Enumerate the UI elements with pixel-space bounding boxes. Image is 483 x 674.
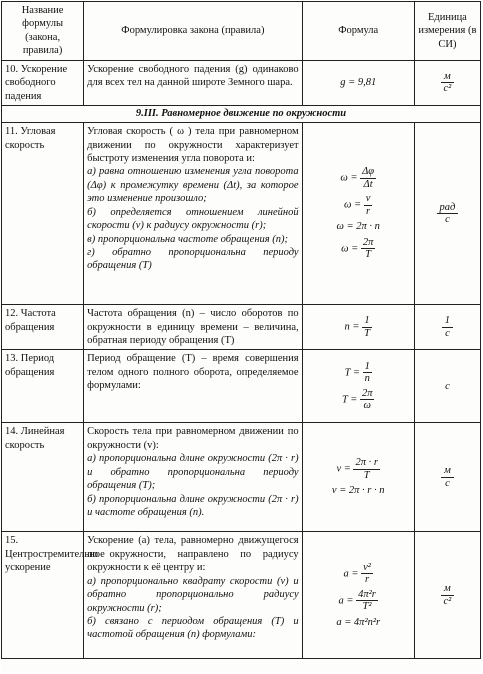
row-description: Частота обращения (n) – число оборотов по окружности в единицу времени – величина, обратная периоду обращения (T) bbox=[84, 305, 302, 350]
row-name: 11. Угловая скорость bbox=[2, 123, 84, 305]
row-formula bbox=[302, 60, 414, 105]
desc-item-a: а) пропорционально квадрату скорости (v) и обратно пропорционально радиусу окружности (r); bbox=[87, 575, 299, 614]
formula-line: v = $\frac{2\pi \cdot r}{T}$ bbox=[336, 457, 378, 481]
header-formula: Формула bbox=[302, 2, 414, 61]
formula-line: ω = $\frac{\Delta\varphi}{\Delta t}$ bbox=[340, 166, 375, 190]
header-unit: Единица измерения (в СИ) bbox=[414, 2, 480, 61]
unit-fraction: $\frac{1}{c}$ bbox=[442, 315, 453, 339]
desc-item-b: б) определяется отношением линейной скорости (v) к радиусу окружности (r); bbox=[87, 206, 299, 232]
row-unit bbox=[414, 60, 480, 105]
section-title: 9.III. Равномерное движение по окружности bbox=[2, 106, 481, 123]
table-row bbox=[2, 423, 481, 532]
row-description: Период обращение (T) – время совершения телом одного полного оборота, определяемое формулами: bbox=[84, 350, 302, 423]
row-description bbox=[84, 123, 302, 305]
desc-item-a: а) пропорциональна длине окружности (2π · r) и обратно пропорциональна периоду обращения (T); bbox=[87, 453, 299, 492]
header-row bbox=[2, 2, 481, 61]
formula-text: g = 9,81 bbox=[340, 77, 377, 89]
header-formulation: Формулировка закона (правила) bbox=[84, 2, 302, 61]
table-row bbox=[2, 60, 481, 105]
formula-line: v = 2π · r · n bbox=[331, 485, 385, 497]
table-row bbox=[2, 123, 481, 305]
formula-line: T = $\frac{1}{n}$ bbox=[344, 360, 370, 385]
desc-item-b: б) пропорциональна длине окружности (2π · r) и частоте обращения (n). bbox=[87, 493, 299, 518]
table-row bbox=[2, 305, 481, 350]
formula-line: a = $\frac{\text{4π²r}}{\text{T²}}$ bbox=[338, 588, 376, 613]
formula-line: ω = $\frac{2\pi}{T}$ bbox=[341, 236, 374, 261]
row-name: 12. Частота обращения bbox=[2, 305, 84, 350]
row-name: 14. Линейная скорость bbox=[2, 423, 84, 532]
row-unit bbox=[414, 305, 480, 350]
section-row bbox=[2, 106, 481, 123]
row-unit bbox=[414, 532, 480, 659]
desc-intro: Ускорение (a) тела, равномерно движущегося по окружности, направлено по радиусу окружности к её центру и: bbox=[87, 535, 299, 574]
desc-item-d: г) обратно пропорциональна периоду обращения (T) bbox=[87, 247, 299, 272]
row-name: 13. Период обращения bbox=[2, 350, 84, 423]
desc-intro: Скорость тела при равномерном движении по окружности (v): bbox=[87, 426, 299, 451]
header-name: Название формулы (закона, правила) bbox=[2, 2, 84, 61]
row-unit bbox=[414, 423, 480, 532]
row-formula bbox=[302, 423, 414, 532]
formula-line: a = $\frac{\text{v²}}{r}$ bbox=[343, 561, 371, 586]
desc-item-c: в) пропорциональна частоте обращения (n); bbox=[87, 233, 289, 245]
unit-fraction bbox=[441, 71, 455, 95]
row-formula bbox=[302, 123, 414, 305]
formula-line: a = 4π²n²r bbox=[336, 616, 381, 628]
row-name: 10. Ускорение свободного падения bbox=[2, 60, 84, 105]
formula-table bbox=[1, 1, 481, 659]
table-row bbox=[2, 350, 481, 423]
table-row bbox=[2, 532, 481, 659]
unit-fraction: $\frac{\text{рад}}{c}$ bbox=[437, 202, 459, 226]
row-unit: c bbox=[414, 350, 480, 423]
unit-fraction: $\frac{м}{\text{c²}}$ bbox=[441, 583, 455, 607]
desc-item-b: б) связано с периодом обращения (T) и частотой обращения (n) формулами: bbox=[87, 616, 299, 641]
formula-line: ω = 2π · n bbox=[336, 221, 380, 233]
formula-line: T = $\frac{2\pi}{\omega}$ bbox=[341, 387, 373, 412]
unit-fraction: $\frac{м}{c}$ bbox=[441, 465, 454, 489]
row-formula bbox=[302, 532, 414, 659]
row-description bbox=[84, 423, 302, 532]
unit-denominator: c² bbox=[443, 83, 452, 95]
physics-formula-table-page bbox=[1, 1, 482, 672]
row-name: 15. Центростремительное ускорение bbox=[2, 532, 84, 659]
desc-intro: Угловая скорость ( ω ) тела при равномерном движении по окружности характеризует быстроту изменения угла поворота и: bbox=[87, 126, 299, 164]
row-formula: n = $\frac{1}{T}$ bbox=[302, 305, 414, 350]
row-description bbox=[84, 532, 302, 659]
formula-line: ω = $\frac{v}{r}$ bbox=[344, 193, 371, 217]
unit-numerator: м bbox=[441, 71, 455, 84]
row-unit bbox=[414, 123, 480, 305]
desc-item-a: а) равна отношению изменения угла поворота (Δφ) к промежутку времени (Δt), за которое это изменение произошло; bbox=[87, 166, 299, 205]
row-formula bbox=[302, 350, 414, 423]
row-description: Ускорение свободного падения (g) одинаково для всех тел на данной широте Земного шара. bbox=[84, 60, 302, 105]
